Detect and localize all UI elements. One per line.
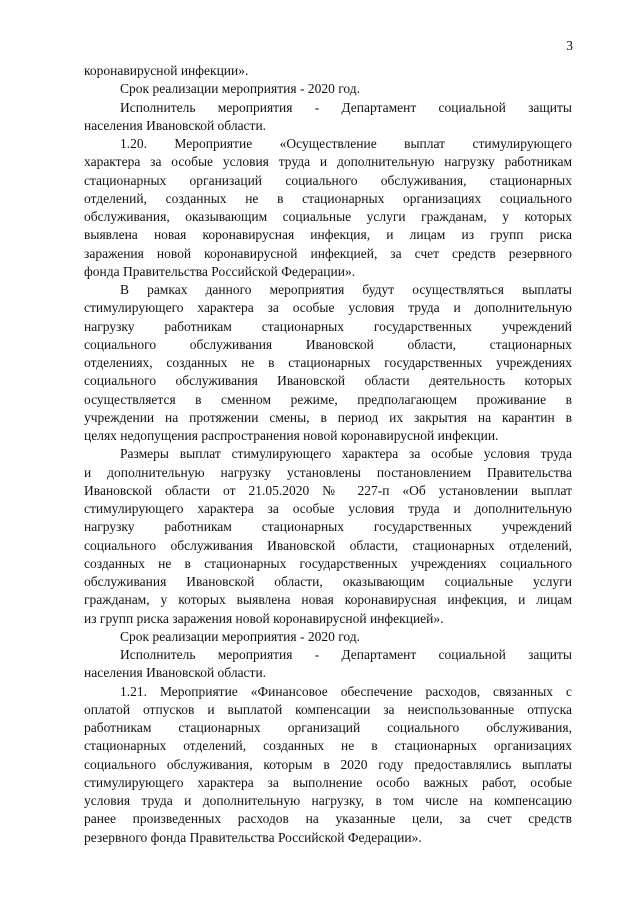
text-line: Срок реализации мероприятия - 2020 год. (120, 628, 360, 644)
text-line: фонда Правительства Российской Федерации». (84, 263, 356, 279)
text-line: 1.20. Мероприятие «Осуществление выплат стимулирующего (120, 136, 572, 151)
text-line: Ивановской области от 21.05.2020 № 227-п «Об установлении выплат (84, 482, 572, 498)
text-line: социального обслуживания, которым в 2020 году предоставлялись выплаты (84, 756, 572, 772)
text-line: нагрузку работникам стационарных государственных учреждений (84, 318, 572, 334)
text-line: Срок реализации мероприятия - 2020 год. (120, 81, 360, 97)
text-line: стимулирующего характера за особые условия труда и дополнительную (84, 501, 572, 516)
text-line: резервного фонда Правительства Российской Федерации». (84, 829, 422, 845)
text-line: выявлена новая коронавирусная инфекция, и лицам из групп риска (84, 227, 572, 243)
text-line: учреждении на протяжении смены, в период их закрытия на карантин в (84, 409, 572, 425)
text-line: и дополнительную нагрузку установлены постановлением Правительства (84, 464, 572, 480)
text-line: отделений, созданных не в стационарных организациях социального (84, 190, 572, 206)
text-line: населения Ивановской области. (84, 665, 267, 681)
text-line: заражения новой коронавирусной инфекцией, за счет средств резервного (84, 245, 572, 261)
text-line: Исполнитель мероприятия - Департамент социальной защиты (120, 99, 572, 115)
text-line: отделениях, созданных не в стационарных государственных учреждениях (84, 355, 572, 370)
text-line: обслуживания Ивановской области, оказывающим социальные услуги (84, 574, 572, 589)
text-line: Исполнитель мероприятия - Департамент социальной защиты (120, 647, 572, 662)
document-body (84, 62, 572, 847)
text-line: оплатой отпусков и выплатой компенсации за неиспользованные отпуска (84, 701, 572, 717)
text-line: из групп риска заражения новой коронавирусной инфекцией». (84, 610, 444, 626)
text-line: социального обслуживания Ивановской области, стационарных отделений, (84, 537, 572, 553)
text-line: населения Ивановской области. (84, 117, 267, 133)
paragraph (84, 646, 572, 683)
text-line: социального обслуживания Ивановской области деятельность которых (84, 373, 572, 389)
text-line: Размеры выплат стимулирующего характера за особые условия труда (120, 446, 572, 462)
text-line: социального обслуживания Ивановской области, стационарных (84, 336, 572, 352)
paragraph (84, 683, 572, 847)
paragraph (84, 445, 572, 628)
text-line: ранее произведенных расходов на указанные цели, за счет средств (84, 811, 572, 827)
text-line: стационарных отделений, созданных не в стационарных организациях (84, 738, 572, 754)
text-line: целях недопущения распространения новой коронавирусной инфекции. (84, 428, 499, 443)
paragraph (84, 99, 572, 136)
text-line: осуществляется в сменном режиме, предполагающем проживание в (84, 391, 572, 407)
text-line: работникам стационарных организаций социального обслуживания, (84, 720, 572, 735)
paragraph (84, 62, 572, 80)
text-line: условия труда и дополнительную нагрузку, в том числе на компенсацию (84, 793, 572, 808)
paragraph (84, 628, 572, 646)
paragraph (84, 80, 572, 98)
text-line: характера за особые условия труда и дополнительную нагрузку работникам (84, 154, 572, 170)
text-line: 1.21. Мероприятие «Финансовое обеспечение расходов, связанных с (120, 683, 572, 699)
text-line: стационарных организаций социального обслуживания, стационарных (84, 172, 572, 188)
text-line: нагрузку работникам стационарных государственных учреждений (84, 519, 572, 535)
paragraph (84, 135, 572, 281)
text-line: В рамках данного мероприятия будут осуществляться выплаты (120, 282, 572, 297)
text-line: гражданам, у которых выявлена новая коронавирусная инфекция, и лицам (84, 592, 572, 608)
text-line: обслуживания, оказывающим социальные услуги гражданам, у которых (84, 209, 572, 224)
paragraph (84, 281, 572, 445)
text-line: коронавирусной инфекции». (84, 63, 249, 78)
text-line: созданных не в стационарных государственных учреждениях социального (84, 555, 572, 571)
text-line: стимулирующего характера за выполнение особо важных работ, особые (84, 774, 572, 790)
text-line: стимулирующего характера за особые условия труда и дополнительную (84, 300, 572, 316)
page-number: 3 (566, 38, 573, 53)
